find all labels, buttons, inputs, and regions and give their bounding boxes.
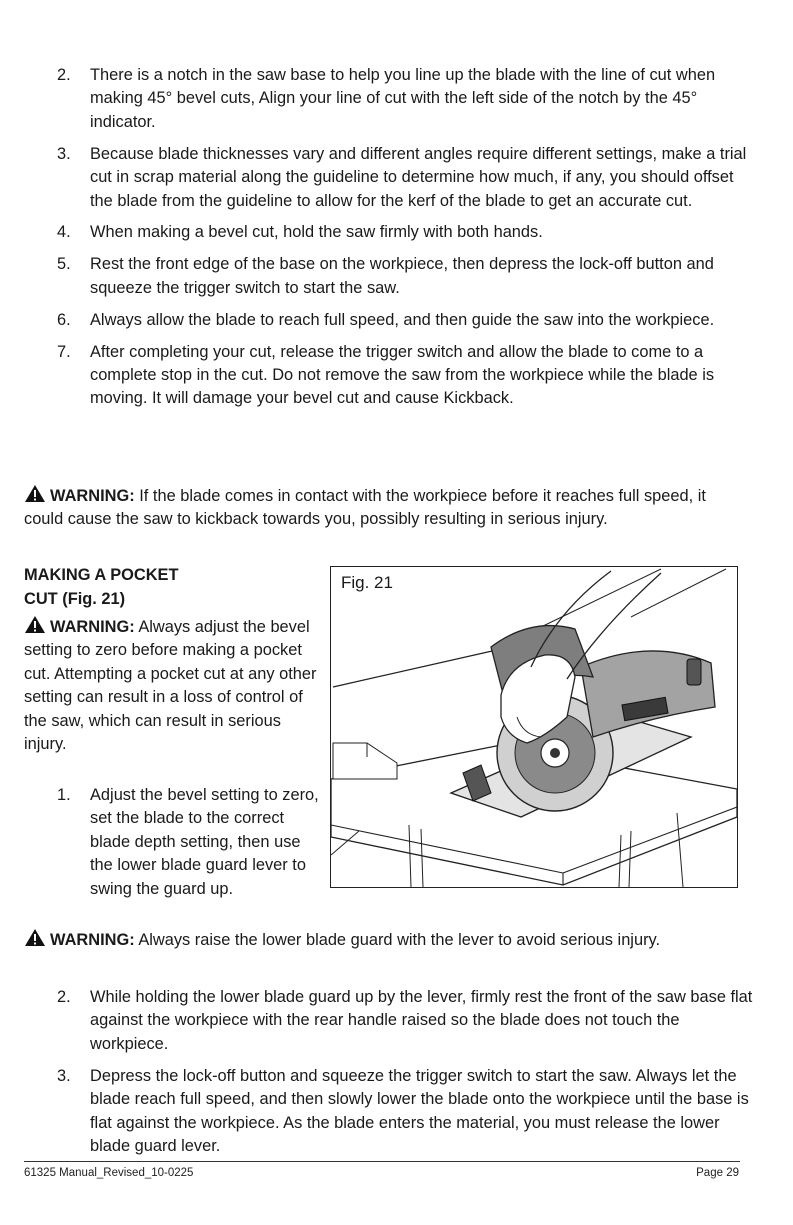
- list-item: 4. When making a bevel cut, hold the saw firmly with both hands.: [57, 223, 543, 242]
- warning-triangle-icon: [24, 928, 46, 947]
- lower-guard-warning: WARNING: Always raise the lower blade guard with the lever to avoid serious injury.: [24, 928, 744, 952]
- warning-triangle-icon: [24, 615, 46, 634]
- bevel-steps-list: [0, 64, 793, 419]
- warning-label: WARNING:: [50, 618, 135, 636]
- list-item: 2. There is a notch in the saw base to help you line up the blade with the line of cut when making 45° bevel cuts, Align your line of cut with the left side of the notch by the 45° indicator.: [57, 66, 716, 131]
- warning-label: WARNING:: [50, 931, 135, 949]
- pocket-cut-illustration: [331, 567, 737, 887]
- figure-21: [330, 566, 738, 888]
- list-item: 1. Adjust the bevel setting to zero, set the blade to the correct blade depth setting, then use the lower blade guard lever to swing the guard up.: [57, 786, 319, 898]
- pocket-cut-warning: WARNING: Always adjust the bevel setting to zero before making a pocket cut. Attempting a pocket cut at any other setting can result in a loss of control of the saw, which can result in serious injury.: [24, 615, 324, 756]
- footer-divider: [24, 1161, 740, 1162]
- list-item: 7. After completing your cut, release the trigger switch and allow the blade to come to a complete stop in the cut. Do not remove the saw from the workpiece while the blade is moving. It will damage your bevel cut and cause Kickback.: [57, 342, 715, 408]
- warning-triangle-icon: [24, 484, 46, 503]
- page-number: Page 29: [696, 1167, 739, 1179]
- list-item: 3. Depress the lock-off button and squeeze the trigger switch to start the saw. Always let the blade reach full speed, and then slowly lower the blade onto the workpiece until the base is flat against the workpiece. As the blade enters the material, you must release the lower blade guard lever.: [57, 1066, 749, 1155]
- list-item: 5. Rest the front edge of the base on the workpiece, then depress the lock-off button and squeeze the trigger switch to start the saw.: [57, 255, 714, 297]
- warning-label: WARNING:: [50, 487, 135, 505]
- pocket-steps-list: [0, 986, 793, 1167]
- footer-doc-id: 61325 Manual_Revised_10-0225: [24, 1167, 194, 1179]
- section-heading: MAKING A POCKET CUT (Fig. 21): [24, 566, 179, 608]
- list-item: 6. Always allow the blade to reach full speed, and then guide the saw into the workpiece.: [57, 310, 715, 329]
- list-item: 3. Because blade thicknesses vary and different angles require different settings, make a trial cut in scrap material along the guideline to determine how much, if any, you should offset the blade from the guideline to allow for the kerf of the blade to get an accurate cut.: [57, 144, 747, 210]
- figure-label: Fig. 21: [341, 573, 393, 592]
- list-item: 2. While holding the lower blade guard up by the lever, firmly rest the front of the saw base flat against the workpiece with the rear handle raised so the blade does not touch the workpiece.: [57, 988, 753, 1053]
- kickback-warning: WARNING: If the blade comes in contact with the workpiece before it reaches full speed, it could cause the saw to kickback towards you, possibly resulting in serious injury.: [24, 484, 744, 532]
